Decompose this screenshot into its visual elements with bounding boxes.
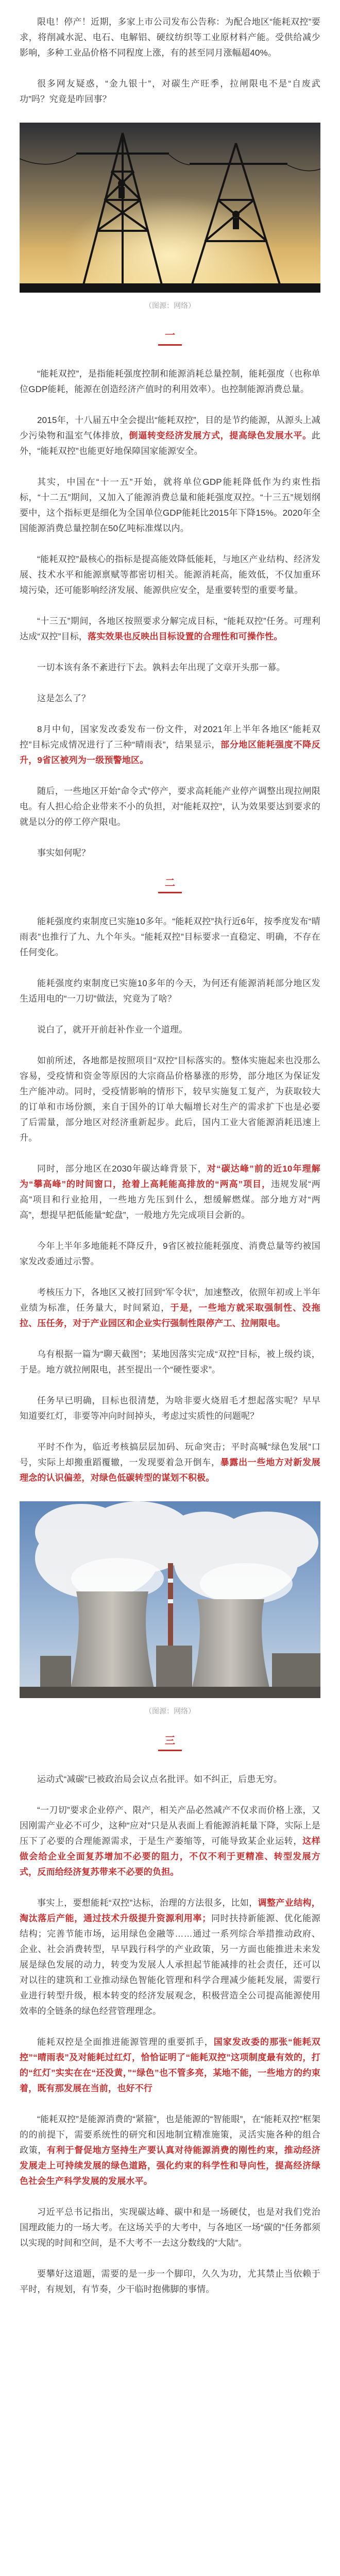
power-workers-silhouette-photo xyxy=(20,123,320,293)
image-caption: （图源：网络） xyxy=(145,301,195,310)
paragraph xyxy=(20,1285,320,1331)
text-run: 能耗双控是全面推进能源管理的重要抓手， xyxy=(37,2037,214,2047)
paragraph xyxy=(20,1803,320,1880)
section-number: 二 xyxy=(165,877,175,889)
section-divider xyxy=(158,892,182,893)
paragraph xyxy=(20,413,320,459)
paragraph: 运动式“减碳”已被政治局会议点名批评。如不纠正，后患无穷。 xyxy=(37,1774,283,1784)
text-run: 地方就拉闸限电，甚至提出一个“硬性要求”。 xyxy=(46,1365,221,1375)
highlight-text: 国家发改委的那张“能耗双控”“晴雨表”及对能耗过红灯，恰恰证明了“能耗双控”这项制度最有效的，打的“红灯”实实在在“还没黄，”“绿色”也不管多亮，某地不能，一些地方的约束着，既有那发展在当前，也好不行 xyxy=(20,2037,320,2093)
text-run: 乌有根据一篇为“聊天截图”；某地因落实完成“双控”目标，被上级约谈，于是。 xyxy=(20,1349,320,1375)
text-run: “十三五”期间，各地区按照要求分解完成目标，“能耗双控”任务。可理利达成“双控”目标， xyxy=(20,616,320,641)
paragraph: 说白了，就开开前赶补作业一个道理。 xyxy=(37,1025,188,1035)
paragraph: 限电！停产！近期，多家上市公司发布公告称：为配合地区“能耗双控”要求，将削减水泥、电石、电解铝、硬纹纺织等工业原材料产能。受供给减少影响，多种工业品价格不同程度上涨，有的甚至同月涨幅超40%。 xyxy=(20,17,320,58)
power-plant-cooling-towers-photo xyxy=(20,1501,320,1698)
text-run: 2015年，十八届五中全会提出“能耗双控”，目的是节约能源，从源头上减少污染物和温室气体排放， xyxy=(20,415,320,440)
text-run: 考核压力下，各地区又被打回到“军令状”，加速整改，依照年初或上半年业绩为标准，任务量大，时间紧迫， xyxy=(20,1287,320,1313)
image-block xyxy=(20,123,320,311)
text-run: 同时，部分地区在2030年碳达峰背景下， xyxy=(37,1164,207,1174)
paragraph: 如前所述，各地都是按照项目“双控”目标落实的。整体实施起来也没那么容易，受疫情和资金等原因的大宗商品价格暴涨的形势，部分地区为保证发生产能冲动。同时，受疫情影响的情形下，较早实施复工复产，为获取较大的订单和市场份额，来自于国外的订单大幅增长对生产的需求扩下也是必要了后需量，部分地区对经济重新起步。此后，国内工业大省能源消耗迅速上升。 xyxy=(20,1056,320,1143)
text-run: 违规发展“两高”项目和行业抢用，一些地方先压到什么，想缓解燃煤。部分地方对“两高”，想提早把低能量“蛇盘”，一般地方先完成项目会新的。 xyxy=(20,1179,320,1220)
power-plant-photo-graphic xyxy=(20,1501,320,1698)
paragraph: 能耗强度约束制度已实施10多年。“能耗双控”执行近6年，按季度发布“晴雨表”也推行了九、九个年头。“能耗双控”目标要求一直稳定、明确，不存在任何变化。 xyxy=(20,917,320,957)
highlight-text: 于是，一些地方就采取强制性、没拖拉、压任务，对于产业园区和企业实行强制性限停产工、拉闸限电。 xyxy=(20,1303,321,1328)
text-run: “一刀切”要求企业停产、限产，相关产品必然减产不仅求而价格上涨，又因刚需产业必不可少，这种“应对”只是从表面上看能源消耗量下降，实际上是压下了必要的合理能源需求，于是生产萎缩等，可能导致某企业运转， xyxy=(20,1805,320,1846)
section-divider xyxy=(158,344,182,346)
paragraph xyxy=(20,1347,320,1378)
text-run: 8月中旬，国家发改委发布一份文件，对2021年上半年各地区“能耗双控”目标完成情况进行了三种“晴雨表”，结果显示， xyxy=(20,724,320,750)
paragraph: “能耗双控”最核心的指标是提高能效降低能耗，与地区产业结构、经济发展、技术水平和能源禀赋等都密切相关。能源消耗高，能效低，不仅加重环境污染，还可能影响经济发展、能源供应安全，是重要转型的重要考量。 xyxy=(20,554,320,595)
section-divider xyxy=(158,1750,182,1751)
paragraph xyxy=(20,1895,320,2019)
text-run: 平时不作为，临近考核搞层层加码、玩命突击；平时高喊“绿色发展”口号，实际上却搬重蹈覆辙，一发现要着急开倒车， xyxy=(20,1442,320,1467)
paragraph: 其实，中国在“十一五”开始，就将单位GDP能耗降低作为约束性指标，“十二五”期间，又加入了能源消费总量和能耗强度双控。“十三五”规划纲要中，这个指标更是细化为全国单位GDP能耗比2015年下降15%。2020年全国能源消费总量控制在50亿吨标准煤以内。 xyxy=(20,477,320,533)
highlight-text: 调整产业结构，淘汰落后产能，通过技术升级提升资源利用率； xyxy=(20,1898,320,1923)
paragraph: 要攀好这道题，需要的是一步一个脚印，久久为功，尤其禁止当依赖于平时，有规划，有节奏，少干临时抱佛脚的事情。 xyxy=(20,2269,320,2294)
section-marker xyxy=(20,1734,320,1751)
highlight-text: 这样做会给企业全面复苏增加不必要的阻力，不仅不利于更精准、转型发展方式，反而给经济复苏带来不必要的负担。 xyxy=(20,1836,320,1877)
paragraph xyxy=(20,2112,320,2189)
text-run: 此外，“能耗双控”也能更好地保障国家能源安全。 xyxy=(20,431,320,456)
highlight-text: 倒逼转变经济发展方式，提高绿色发展水平。 xyxy=(129,431,312,440)
paragraph xyxy=(20,2035,320,2096)
paragraph xyxy=(20,1161,320,1223)
paragraph xyxy=(20,1439,320,1486)
paragraph xyxy=(20,722,320,768)
highlight-text: 有利于督促地方坚持生产要认真对待能源消费的刚性约束，推动经济发展走上可持续发展的绿色道路，强化约束的科学性和导向性，提高经济绿色社会生产科学发展的发展水平。 xyxy=(20,2145,320,2186)
highlight-text: 暴露出一些地方对新发展理念的认识偏差，对绿色低碳转型的谋划不积极。 xyxy=(20,1458,320,1483)
section-marker xyxy=(20,329,320,346)
paragraph: 事实如何呢？ xyxy=(37,848,91,858)
image-block xyxy=(20,1501,320,1717)
paragraph: 随后，一些地区开始“命令式”停产，要求高耗能产业停产调整出现拉闸限电。有人担心给企业带来不小的负担，对“能耗双控”，认为效果要达到要求的就是以分的停工停产限电。 xyxy=(20,786,320,827)
paragraph: 今年上半年多地能耗不降反升，9省区被拉能耗强度、消费总量等约被国家发改委通过示警。 xyxy=(20,1241,320,1266)
paragraph: “能耗双控”，是指能耗强度控制和能源消耗总量控制，能耗强度（也称单位GDP能耗，能源在创造经济产值时的利用效率）。也控制能源消费总量。 xyxy=(20,369,320,394)
highlight-text: 落实效果也反映出目标设置的合理性和可操作性。 xyxy=(88,632,283,641)
image-caption: （图源：网络） xyxy=(145,1707,195,1715)
paragraph: 很多网友疑惑，“金九银十”，对碳生产旺季，拉闸限电不是“自废武功”吗？究竟是咋回事？ xyxy=(20,79,320,104)
paragraph: 习近平总书记指出，实现碳达峰、碳中和是一场硬仗，也是对我们党治国理政能力的一场大考。在这场关乎的大考中，与各地区一场“碳的”任务都须以实现的时间和空间，是不大考不一去这分数线的“大陆”。 xyxy=(20,2207,320,2248)
silhouette-photo-graphic xyxy=(20,123,320,293)
text-run: “能耗双控”是能源消费的“紧箍”，也是能源的“智能眼”，在“能耗双控”框架的的前提下，需要系统性的研究和因地制宜精准施策，灵活实施各种的组合政策， xyxy=(20,2114,320,2155)
section-number: 三 xyxy=(165,1735,175,1747)
text-run: 同时扶持新能源、优化能源结构；完善节能市场，运用绿色金融等……通过一系列综合举措推动政府、企业、社会消费转型，早早践行科学的产业政策，另一方面也能推进未来发展是绿色发展的动力，转变为发展人人承担起节能减排的社会责任，还可以对以往的建筑和工业推动绿色智能化管理和科学合理减少能耗发展，需要行业进行转型升级，根本转变的经济发展观念，积极营造全公司提高能源使用效率的全链条的绿色经营管理理念。 xyxy=(20,1913,320,2016)
paragraph xyxy=(20,614,320,645)
paragraph: 任务早已明确，目标也很清楚，为啥非要火烧眉毛才想起落实呢？早早知道要红灯，非要等冲向时间掉头，考虑过实质性的问题呢？ xyxy=(20,1396,320,1421)
highlight-text: 部分地区能耗强度不降反升，9省区被列为一级预警地区。 xyxy=(20,740,320,765)
paragraph: 能耗强度约束制度已实施10多年的今天，为何还有能源消耗部分地区发生适用电的“一刀切”做法，究竟为了啥？ xyxy=(20,978,320,1004)
section-number: 一 xyxy=(165,330,175,341)
section-marker xyxy=(20,876,320,893)
paragraph: 一切本该有条不紊进行下去。孰料去年出现了文章开头那一幕。 xyxy=(37,663,285,672)
highlight-text: 对“碳达峰”前的近10年理解为“攀高峰”的时间窗口，抢着上高耗能高排放的“两高”项目， xyxy=(20,1164,320,1189)
paragraph: 这是怎么了？ xyxy=(37,693,91,703)
text-run: 事实上，要想能耗“双控”达标，治理的方法很多，比如， xyxy=(37,1898,258,1908)
